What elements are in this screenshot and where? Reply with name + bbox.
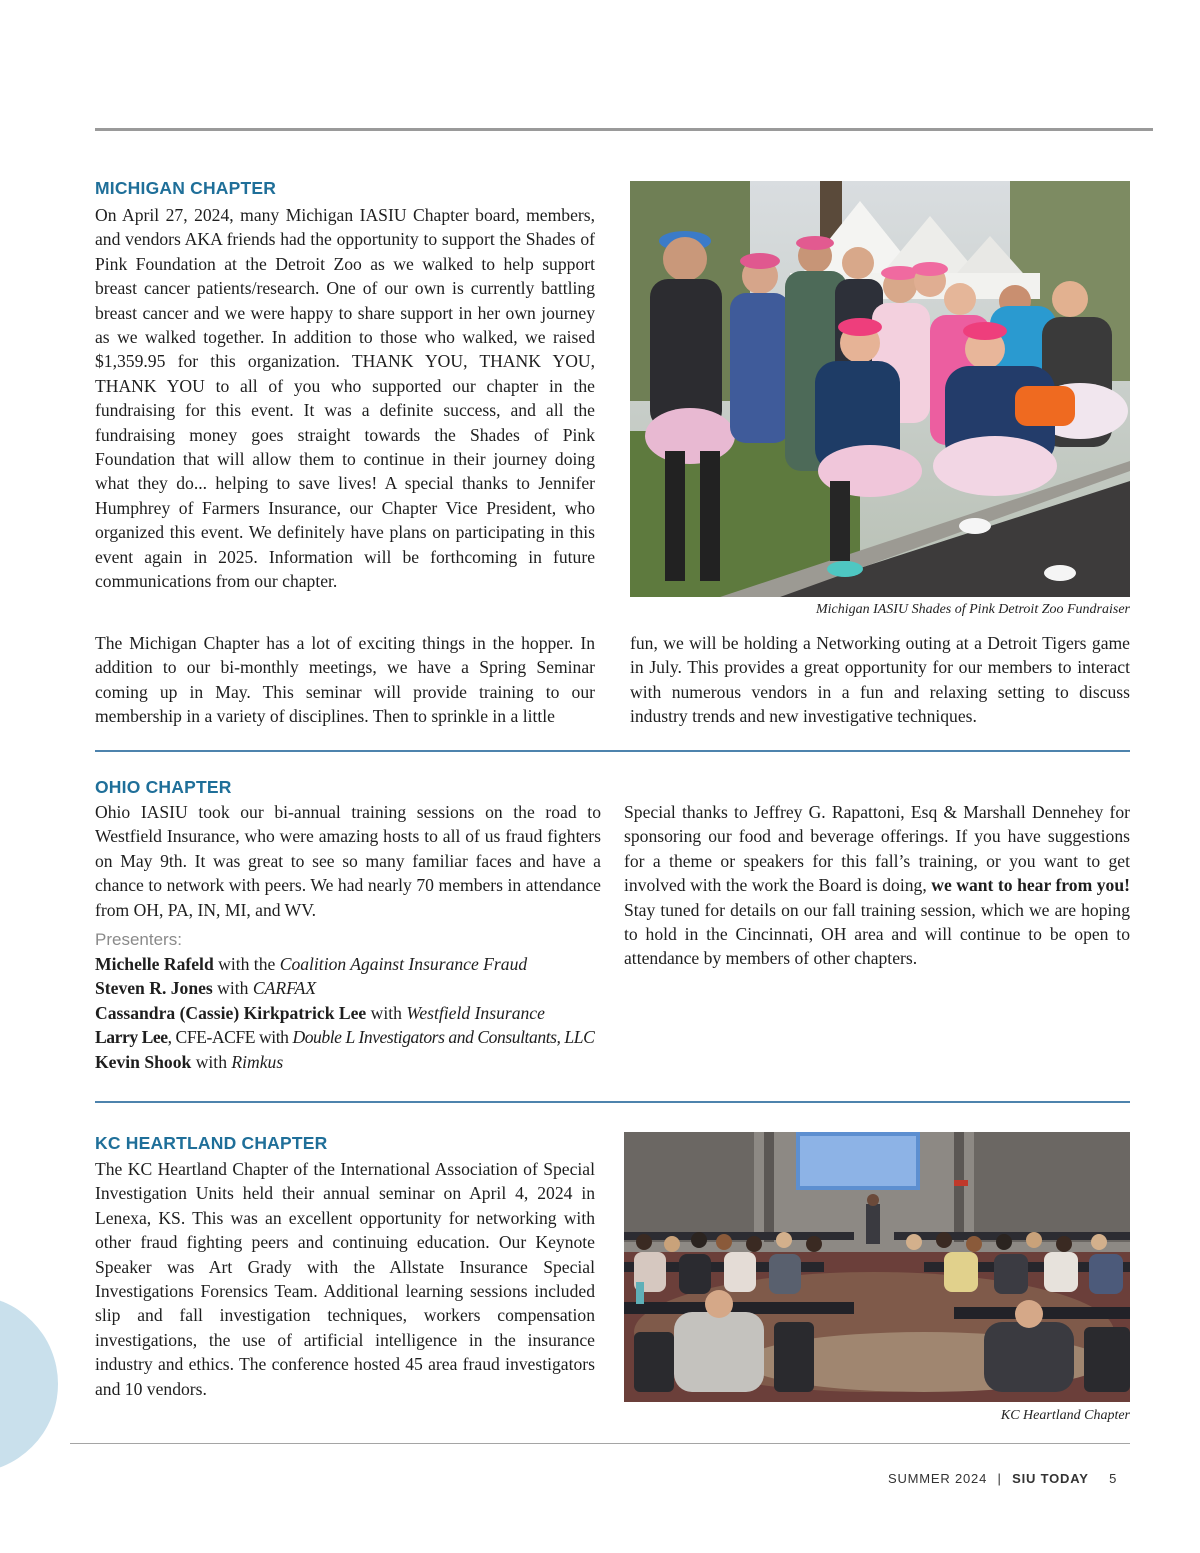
presenter-joiner: with [366,1002,407,1023]
presenter-joiner: , CFE-ACFE with [167,1027,293,1048]
presenter-organization: Coalition Against Insurance Fraud [279,954,528,974]
footer-separator: | [997,1471,1002,1486]
kc-paragraph-1-text: The KC Heartland Chapter of the International Association of Special Investigation Units held their annual seminar on April 4, 2024 in Lenexa, KS. This was an excellent opportunity for networking with other fraud fighting peers and continuing education. Our Keynote Speaker was Art Grady with the Allstate Insurance Special Investigations Forensics Team. Additional learning sessions included slip and fall investigation techniques, workers compensation investigations, the use of artificial intelligence in the insurance industry and ethics. The conference hosted 45 area fraud investigators and 10 vendors. [95,1159,595,1399]
michigan-heading: MICHIGAN CHAPTER [95,178,277,198]
presenter-item [95,952,605,976]
footer-issue: SUMMER 2024 [888,1471,988,1486]
michigan-paragraph-1 [95,203,595,594]
presenter-item [95,1001,605,1025]
ohio-paragraph-2 [624,800,1130,971]
footer-publication: SIU TODAY [1012,1471,1089,1486]
presenter-joiner: with [212,978,253,999]
decorative-circle [0,1295,58,1473]
presenters-label: Presenters: [95,930,182,949]
page-footer [888,1471,1117,1486]
presenter-name: Cassandra (Cassie) Kirkpatrick Lee [95,1002,367,1023]
michigan-paragraph-1-text: On April 27, 2024, many Michigan IASIU Chapter board, members, and vendors AKA friends had the opportunity to support the Shades of Pink Foundation at the Detroit Zoo as we walked to help support breast cancer patients/research. One of our own is currently battling breast cancer and we were happy to share support in her own journey as we walked together. In addition to those who walked, we raised $1,359.95 for this organization. THANK YOU, THANK YOU, THANK YOU to all of you who supported our chapter in the fundraising for this event. It was a definite success, and all the fundraising money goes straight towards the Shades of Pink Foundation that will allow them to continue in their journey doing what they do... helping to save lives! A special thanks to Jennifer Humphrey of Farmers Insurance, our Chapter Vice President, who organized this event. We definitely have plans on participating in this event again in 2025. Information will be forthcoming in future communications from our chapter. [95,205,595,592]
ohio-presenters [95,926,605,1074]
page-number: 5 [1109,1471,1118,1486]
kc-paragraph-1 [95,1157,595,1401]
presenter-name: Larry Lee [95,1027,168,1048]
presenter-organization: Double L Investigators and Consultants, LLC [292,1027,595,1048]
ohio-paragraph-2-emphasis: we want to hear from you! [931,875,1130,896]
michigan-paragraph-2-left-text: The Michigan Chapter has a lot of exciting things in the hopper. In addition to our bi-monthly meetings, we have a Spring Seminar coming up in May. This seminar will provide training to our membership in a variety of disciplines. Then to sprinkle in a little [95,633,595,727]
kc-heading: KC HEARTLAND CHAPTER [95,1133,328,1153]
ohio-paragraph-2-part-2: Stay tuned for details on our fall training session, which we are hoping to hold in the Cincinnati, OH area and will continue to be open to attendance by members of other chapters. [624,899,1130,969]
presenter-item [95,1050,605,1074]
presenter-organization: CARFAX [252,978,317,999]
footer-divider [70,1443,1130,1444]
michigan-paragraph-2-right [630,631,1130,729]
presenter-name: Kevin Shook [95,1051,192,1072]
presenter-joiner: with the [213,954,280,974]
michigan-paragraph-2-left [95,631,595,729]
michigan-paragraph-2-right-text: fun, we will be holding a Networking outing at a Detroit Tigers game in July. This provides a great opportunity for our members to interact with numerous vendors in a fun and relaxing setting to discuss industry trends and new investigative techniques. [630,633,1130,727]
presenter-joiner: with [191,1051,232,1072]
michigan-photo [630,181,1130,597]
ohio-paragraph-1 [95,800,601,922]
presenter-organization: Rimkus [231,1051,284,1072]
ohio-paragraph-2-part-1: Special thanks to Jeffrey G. Rapattoni, Esq & Marshall Dennehey for sponsoring our food and beverage offerings. If you have suggestions for a theme or speakers for this fall’s training, or you want to get involved with the work the Board is doing, [624,802,1130,896]
michigan-photo-caption: Michigan IASIU Shades of Pink Detroit Zoo Fundraiser [815,602,1130,617]
ohio-heading: OHIO CHAPTER [95,777,232,797]
section-divider-1 [95,750,1130,752]
top-divider [95,128,1153,131]
kc-photo [624,1132,1130,1402]
presenter-item [95,1025,605,1049]
presenter-name: Steven R. Jones [95,978,213,999]
kc-photo-caption: KC Heartland Chapter [1000,1408,1130,1423]
presenter-name: Michelle Rafeld [95,954,214,974]
section-divider-2 [95,1101,1130,1103]
presenter-organization: Westfield Insurance [406,1002,545,1023]
ohio-paragraph-2-text [624,800,1130,971]
ohio-paragraph-1-text: Ohio IASIU took our bi-annual training sessions on the road to Westfield Insurance, who were amazing hosts to all of us fraud fighters on May 9th. It was great to see so many familiar faces and have a chance to network with peers. We had nearly 70 members in attendance from OH, PA, IN, MI, and WV. [95,802,601,920]
michigan-photo-illustration [630,181,1130,597]
presenter-item [95,976,605,1000]
kc-photo-illustration [624,1132,1130,1402]
